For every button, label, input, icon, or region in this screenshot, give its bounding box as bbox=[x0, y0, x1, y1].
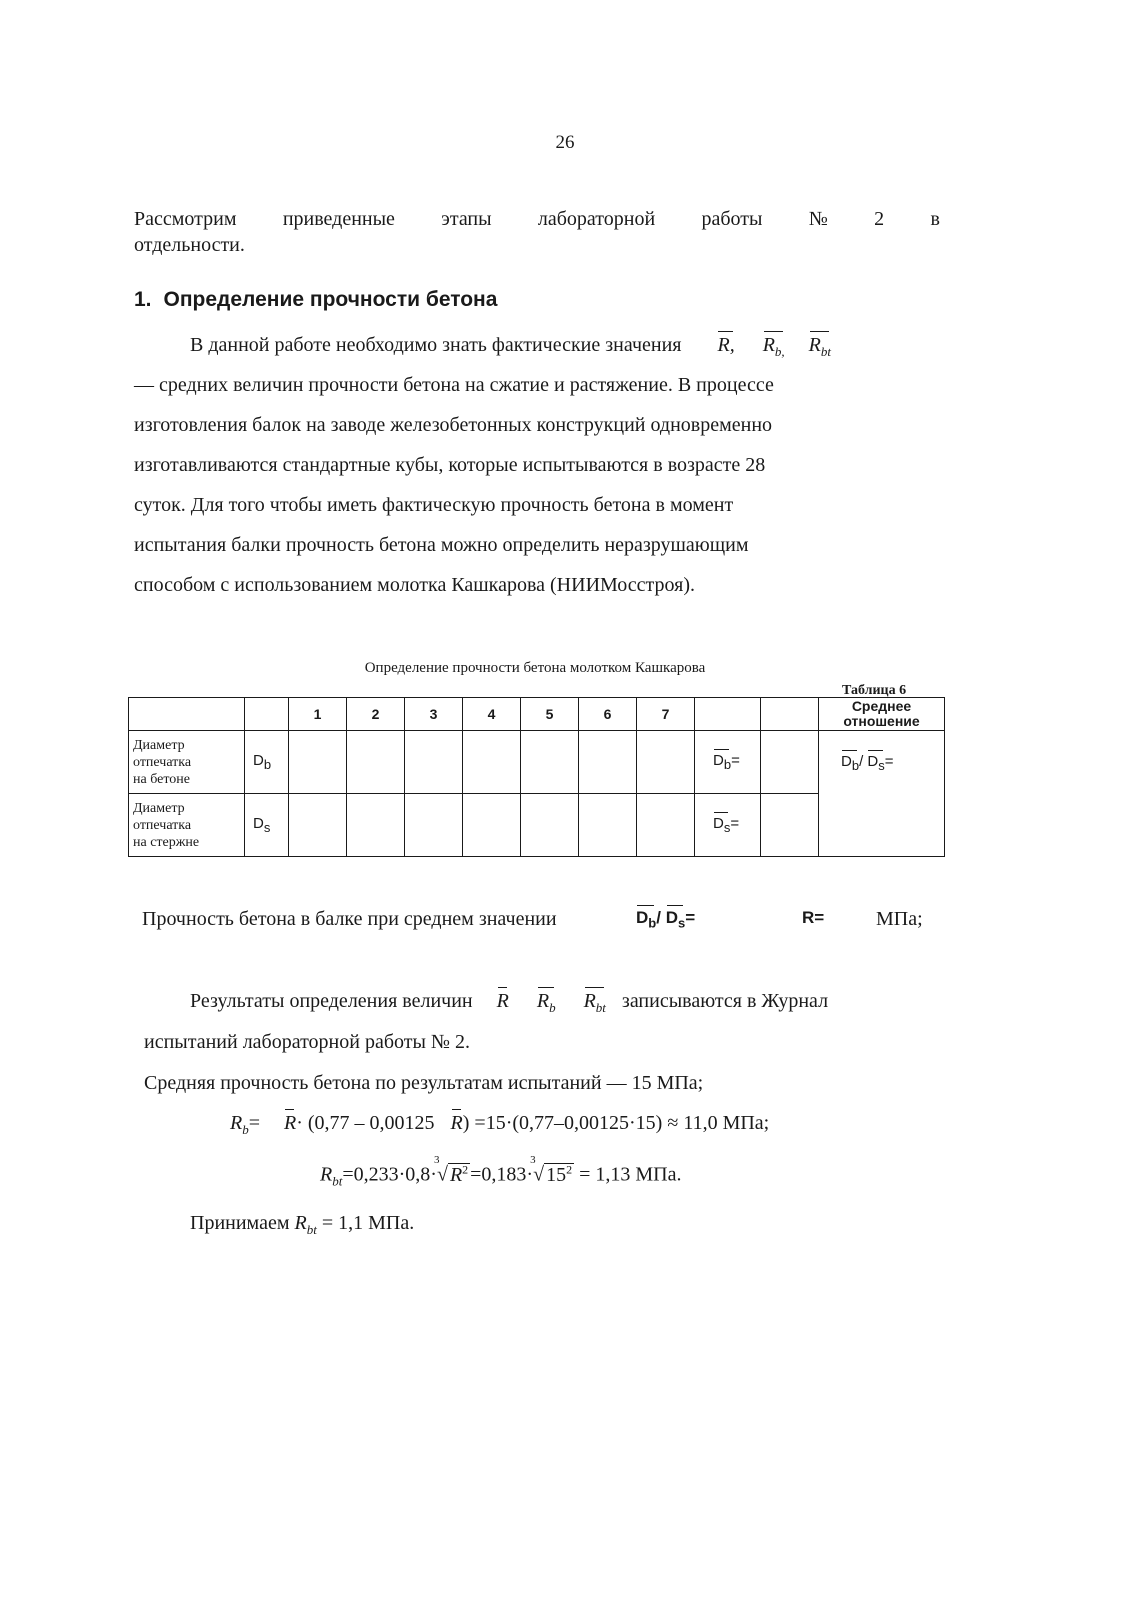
paragraph-text: В данной работе необходимо знать фактические значения bbox=[190, 334, 682, 356]
symbol-rb: $R_b$ bbox=[536, 990, 556, 1015]
kashkarov-table bbox=[128, 697, 945, 857]
strength-r: R= bbox=[802, 908, 825, 927]
row-mean: $D_b=$ bbox=[695, 731, 761, 794]
paragraph-line-6: испытания балки прочность бетона можно определить неразрушающим bbox=[134, 534, 749, 556]
row-mean: $D_s=$ bbox=[695, 794, 761, 857]
value-cell bbox=[405, 731, 463, 794]
table-title: Определение прочности бетона молотком Кашкарова bbox=[364, 660, 706, 676]
header-cell-empty bbox=[129, 698, 245, 731]
value-cell bbox=[463, 731, 521, 794]
value-cell bbox=[521, 731, 579, 794]
section-title: Определение прочности бетона bbox=[163, 288, 498, 311]
table-row bbox=[129, 731, 945, 794]
value-cell bbox=[347, 731, 405, 794]
accept-line: Принимаем $R_{bt} = 1,1$ МПа. bbox=[190, 1212, 415, 1237]
symbol-r: R bbox=[496, 990, 509, 1012]
column-header: 1 bbox=[289, 698, 347, 731]
column-header: 4 bbox=[463, 698, 521, 731]
intro-word: 2 bbox=[874, 208, 885, 230]
value-cell bbox=[637, 794, 695, 857]
paragraph-line-2: — средних величин прочности бетона на сжатие и растяжение. В процессе bbox=[134, 374, 774, 396]
column-header: 5 bbox=[521, 698, 579, 731]
mean-value-cell bbox=[761, 794, 819, 857]
strength-line bbox=[142, 908, 942, 931]
formula-rb: $R_b= R\cdot (0,77 - 0,00125$ R) =15·(0,77–0,00125·15) ≈ 11,0 МПа; bbox=[230, 1112, 770, 1137]
mean-value-cell bbox=[761, 731, 819, 794]
cube-root: 3 √ $R^2$ bbox=[433, 1154, 469, 1186]
average-strength-line: Средняя прочность бетона по результатам испытаний — 15 МПа; bbox=[144, 1072, 704, 1094]
intro-word: этапы bbox=[441, 208, 492, 230]
symbol-rbt: $R_{bt}$ bbox=[583, 990, 606, 1015]
results-text: записываются в Журнал bbox=[621, 990, 829, 1012]
column-header: 2 bbox=[347, 698, 405, 731]
value-cell bbox=[347, 794, 405, 857]
value-cell bbox=[405, 794, 463, 857]
row-symbol: $D_s$ bbox=[245, 794, 289, 857]
value-cell bbox=[579, 731, 637, 794]
column-header: 7 bbox=[637, 698, 695, 731]
value-cell bbox=[521, 794, 579, 857]
intro-word: № bbox=[808, 208, 828, 230]
avg-ratio-header: Среднее отношение bbox=[819, 698, 945, 731]
symbol-r: R, bbox=[717, 334, 735, 356]
section-heading bbox=[134, 288, 497, 312]
row-label: Диаметр отпечатка на стержне bbox=[129, 794, 245, 857]
table-header-row bbox=[129, 698, 945, 731]
section-number: 1. bbox=[134, 288, 152, 311]
intro-word: лабораторной bbox=[537, 208, 656, 230]
paragraph-line-1 bbox=[190, 334, 940, 360]
column-header: 6 bbox=[579, 698, 637, 731]
intro-word: Рассмотрим bbox=[134, 208, 237, 230]
intro-line-1 bbox=[134, 208, 940, 231]
intro-word: работы bbox=[701, 208, 763, 230]
value-cell bbox=[637, 731, 695, 794]
table-label: Таблица 6 bbox=[842, 683, 907, 698]
page-number: 26 bbox=[555, 132, 575, 153]
symbol-r: R bbox=[284, 1112, 297, 1134]
header-cell-empty bbox=[761, 698, 819, 731]
avg-ratio-cell: $D_b/$ $D_s=$ bbox=[819, 731, 945, 857]
paragraph-line-5: суток. Для того чтобы иметь фактическую прочность бетона в момент bbox=[134, 494, 734, 516]
strength-ratio: $D_b/$ $D_s=$ bbox=[636, 908, 696, 931]
paragraph-line-4: изготавливаются стандартные кубы, которые испытываются в возрасте 28 bbox=[134, 454, 766, 476]
value-cell bbox=[579, 794, 637, 857]
value-cell bbox=[463, 794, 521, 857]
symbol-rb: $R_{b,}$ bbox=[762, 334, 785, 359]
symbol-r: R bbox=[450, 1112, 463, 1134]
intro-word: в bbox=[930, 208, 940, 230]
paragraph-line-7: способом с использованием молотка Кашкарова (НИИМосстроя). bbox=[134, 574, 696, 596]
intro-word: приведенные bbox=[282, 208, 395, 230]
results-line-1 bbox=[190, 990, 828, 1016]
column-header: 3 bbox=[405, 698, 463, 731]
row-symbol: $D_b$ bbox=[245, 731, 289, 794]
strength-unit: МПа; bbox=[876, 908, 923, 930]
header-cell-empty bbox=[695, 698, 761, 731]
value-cell bbox=[289, 731, 347, 794]
results-text: Результаты определения величин bbox=[190, 990, 473, 1012]
results-line-2: испытаний лабораторной работы № 2. bbox=[144, 1031, 471, 1053]
cube-root: 3 √ $15^2$ bbox=[530, 1154, 573, 1186]
symbol-rbt: $R_{bt}$ bbox=[808, 334, 832, 359]
paragraph-line-3: изготовления балок на заводе железобетонных конструкций одновременно bbox=[134, 414, 773, 436]
header-cell-empty bbox=[245, 698, 289, 731]
intro-line-2: отдельности. bbox=[134, 234, 245, 256]
row-label: Диаметр отпечатка на бетоне bbox=[129, 731, 245, 794]
formula-rbt: $R_{bt}=0,233\cdot 0,8\cdot$ 3 √ $R^2 =0,183\cdot$ 3 √ $15^2 = 1,13$ МПа. bbox=[320, 1154, 682, 1189]
value-cell bbox=[289, 794, 347, 857]
strength-text: Прочность бетона в балке при среднем значении bbox=[142, 908, 557, 930]
